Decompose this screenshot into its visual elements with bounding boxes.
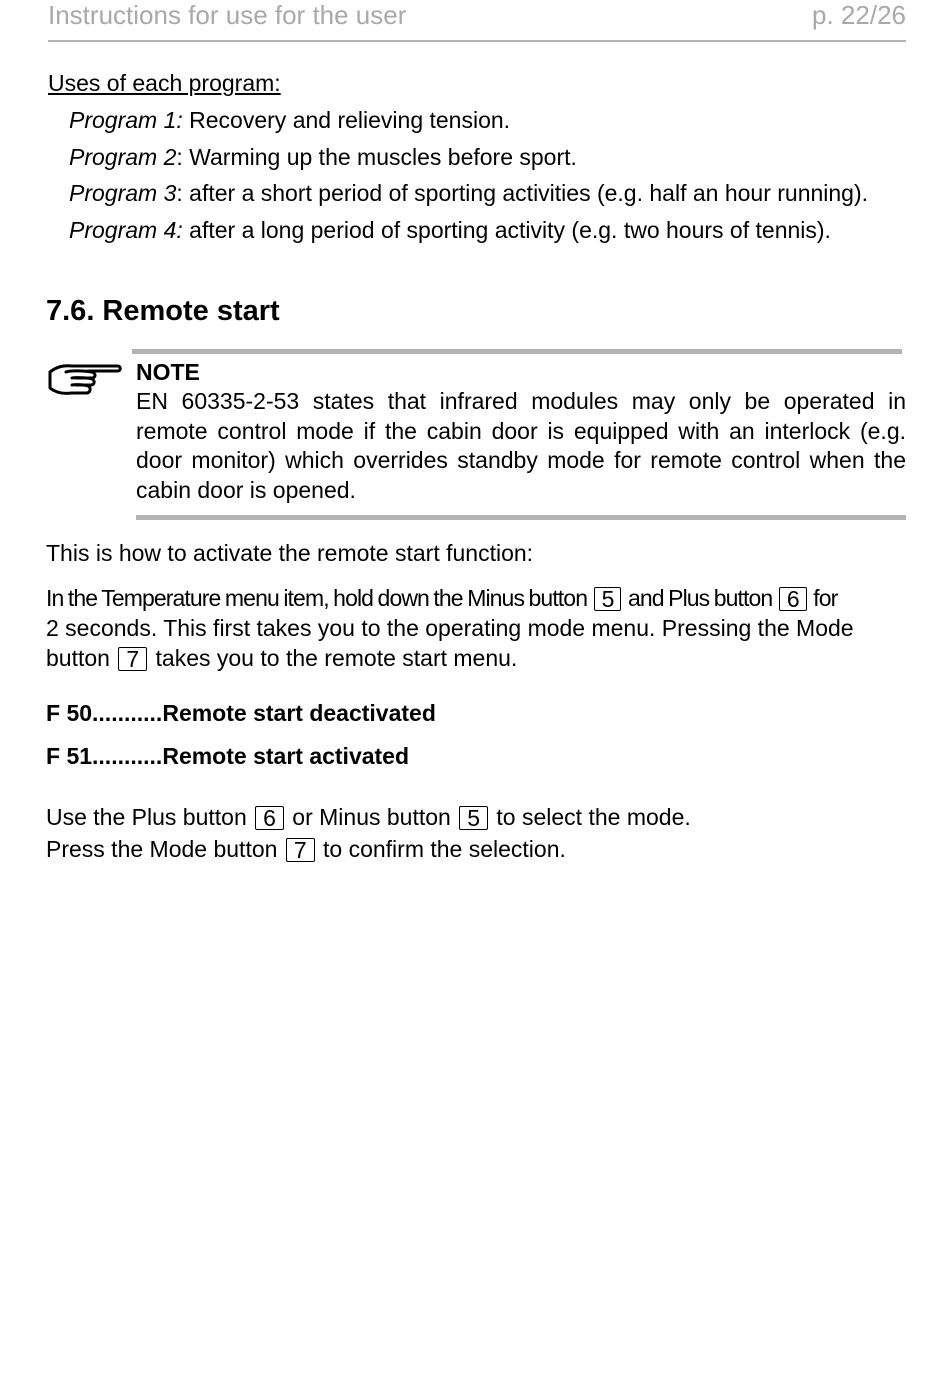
program-name: Program 2 bbox=[69, 144, 177, 170]
text-run: to confirm the selection. bbox=[316, 836, 566, 862]
plus-button-key: 6 bbox=[255, 806, 284, 830]
program-name: Program 4: bbox=[69, 217, 183, 243]
program-3-line bbox=[69, 180, 868, 207]
program-desc: : after a short period of sporting activities (e.g. half an hour running). bbox=[176, 180, 869, 206]
minus-button-key: 5 bbox=[459, 806, 488, 830]
text-run: to select the mode. bbox=[490, 804, 691, 830]
text-run: or Minus button bbox=[285, 804, 458, 830]
program-1-line bbox=[69, 107, 510, 134]
program-4-line bbox=[69, 217, 831, 244]
text-run: Use the Plus button bbox=[46, 804, 254, 830]
note-top-rule bbox=[132, 349, 902, 354]
text-run: for bbox=[808, 585, 838, 611]
program-name: Program 3 bbox=[69, 180, 177, 206]
mode-button-key: 7 bbox=[118, 647, 147, 671]
mode-f51 bbox=[46, 743, 409, 770]
select-line-1 bbox=[46, 804, 691, 831]
instruction-line-2: 2 seconds. This first takes you to the operating mode menu. Pressing the Mode bbox=[46, 615, 854, 641]
text-run: Press the Mode button bbox=[46, 836, 284, 862]
uses-heading: Uses of each program: bbox=[48, 70, 281, 96]
text-run: and Plus button bbox=[623, 585, 777, 611]
note-bottom-rule bbox=[136, 515, 906, 520]
mode-label: Remote start deactivated bbox=[162, 700, 436, 726]
program-desc: Recovery and relieving tension. bbox=[182, 107, 511, 133]
program-desc: : Warming up the muscles before sport. bbox=[176, 144, 577, 170]
mode-code: F 50 bbox=[46, 700, 93, 726]
activate-intro: This is how to activate the remote start function: bbox=[46, 540, 534, 566]
pointing-hand-icon bbox=[46, 358, 122, 398]
page-number: p. 22/26 bbox=[812, 0, 906, 30]
mode-code: F 51 bbox=[46, 743, 93, 769]
page-header bbox=[48, 0, 906, 42]
text-run: takes you to the remote start menu. bbox=[149, 645, 518, 671]
note-text: EN 60335-2-53 states that infrared modules may only be operated in remote control mode if the cabin door is equipped with an interlock (e.g. door monitor) which overrides standby mode for remote control when the cabin door is opened. bbox=[136, 388, 906, 503]
mode-button-key: 7 bbox=[286, 838, 315, 862]
note-label: NOTE bbox=[136, 359, 200, 385]
program-2-line bbox=[69, 144, 577, 171]
instruction-line-1 bbox=[46, 583, 906, 613]
header-title: Instructions for use for the user bbox=[48, 0, 407, 30]
activate-instructions bbox=[46, 583, 906, 673]
minus-button-key: 5 bbox=[594, 587, 622, 611]
mode-leader: ........... bbox=[92, 743, 163, 769]
text-run: button bbox=[46, 645, 117, 671]
mode-leader: ........... bbox=[92, 700, 163, 726]
program-desc: after a long period of sporting activity (e.g. two hours of tennis). bbox=[182, 217, 831, 243]
select-line-2 bbox=[46, 836, 566, 863]
program-name: Program 1: bbox=[69, 107, 183, 133]
instruction-line-3 bbox=[46, 643, 906, 673]
mode-f50 bbox=[46, 700, 436, 727]
text-run: In the Temperature menu item, hold down the Minus button bbox=[46, 585, 592, 611]
plus-button-key: 6 bbox=[779, 587, 807, 611]
section-title: 7.6. Remote start bbox=[46, 295, 280, 327]
mode-label: Remote start activated bbox=[162, 743, 410, 769]
